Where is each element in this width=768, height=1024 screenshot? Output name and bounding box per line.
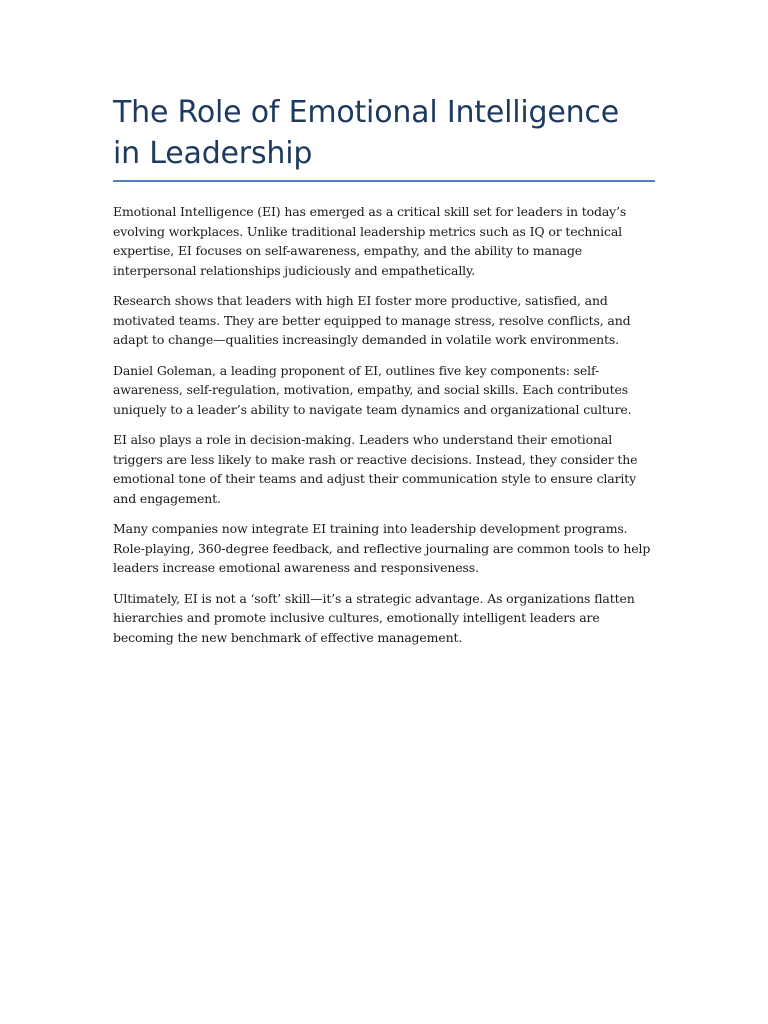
paragraph: Daniel Goleman, a leading proponent of EI, outlines five key components: self-awareness, self-regulation, motivation, empathy, and social skills. Each contributes uniquely to a leader’s ability to navigate team dynamics and organizational culture.: [113, 362, 632, 417]
document-body: [113, 202, 655, 647]
paragraph: Ultimately, EI is not a ‘soft’ skill—it’s a strategic advantage. As organizations flatten hierarchies and promote inclusive cultures, emotionally intelligent leaders are becoming the new benchmark of effective management.: [113, 590, 635, 645]
document-title: The Role of Emotional Intelligence in Leadership: [113, 92, 655, 182]
paragraph: Research shows that leaders with high EI foster more productive, satisfied, and motivated teams. They are better equipped to manage stress, resolve conflicts, and adapt to change—qualities increasingly demanded in volatile work environments.: [113, 293, 631, 347]
paragraph: Emotional Intelligence (EI) has emerged as a critical skill set for leaders in today’s evolving workplaces. Unlike traditional leadership metrics such as IQ or technical expertise, EI focuses on self-awareness, empathy, and the ability to manage interpersonal relationships judiciously and empathetically.: [113, 204, 627, 278]
paragraph: Many companies now integrate EI training into leadership development programs. Role-playing, 360-degree feedback, and reflective journaling are common tools to help leaders increase emotional awareness and responsiveness.: [113, 521, 651, 575]
document-page: [113, 92, 655, 658]
paragraph: EI also plays a role in decision-making. Leaders who understand their emotional triggers are less likely to make rash or reactive decisions. Instead, they consider the emotional tone of their teams and adjust their communication style to ensure clarity and engagement.: [113, 432, 638, 506]
